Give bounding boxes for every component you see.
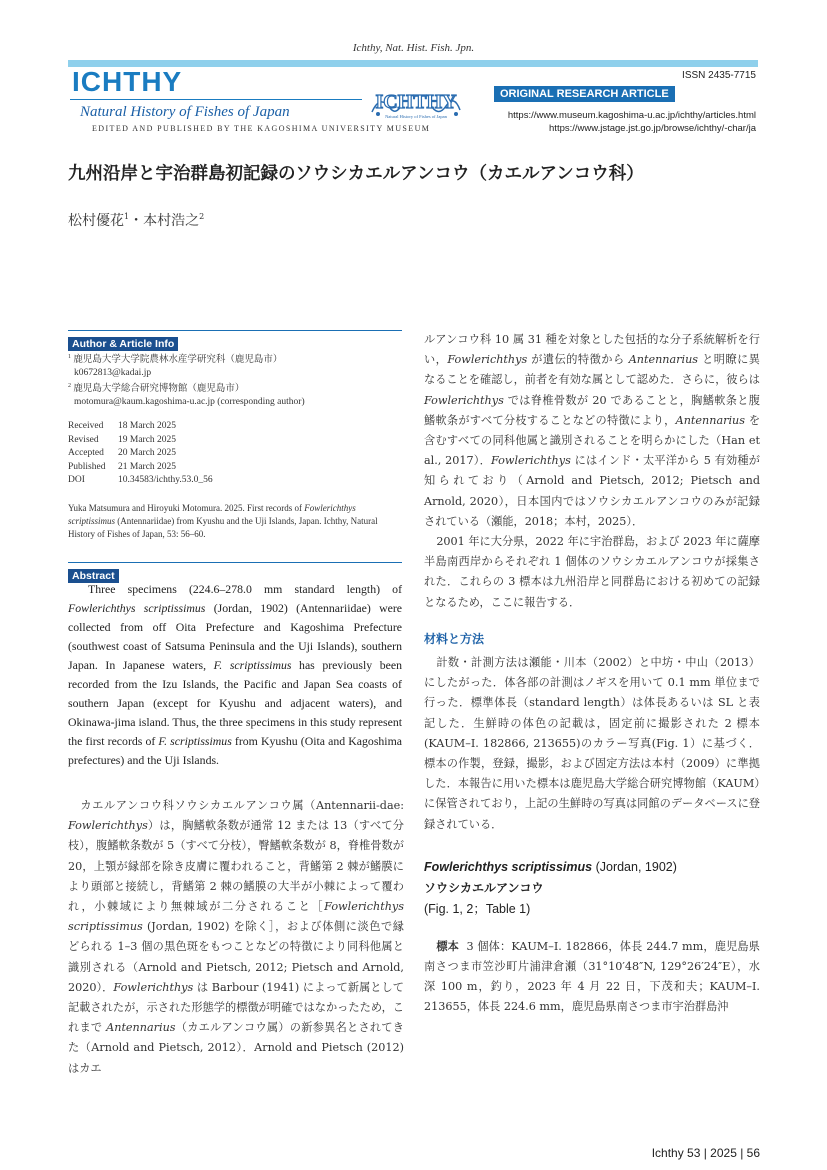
citation: Yuka Matsumura and Hiroyuki Motomura. 2025. First records of Fowlerichthys scriptissimus (Antennariidae) from Kyushu and the Uji Islands, Japan. Ichthy, Natural History of Fishes of Japan, 53: 56–60. [68,503,378,539]
date-row: Revised 19 March 2025 [68,434,177,445]
species-heading: Fowlerichthys scriptissimus (Jordan, 1902) [424,859,677,874]
author-2-affiliation: 2 [199,212,205,221]
journal-logo [368,84,464,128]
species-japanese-name: ソウシカエルアンコウ [424,880,544,895]
article-title: 九州沿岸と宇治群島初記録のソウシカエルアンコウ（カエルアンコウ科） [68,164,644,184]
author-1: 松村優花 [68,213,124,229]
author-list [68,210,204,230]
species-figure-ref: (Fig. 1, 2；Table 1) [424,901,531,916]
author-2: 本村浩之 [143,213,200,229]
abstract-heading: Abstract [68,564,119,583]
info-rule [68,330,402,331]
abstract-rule [68,562,402,563]
intro-continued: ルアンコウ科 10 属 31 種を対象とした包括的な分子系統解析を行い，Fowlerichthys が遺伝的特徴から Antennarius と明瞭に異なることを確認し，前者を有効な属として認めた．さらに，彼らは Fowlerichthys では脊椎骨数が 20 であることと，胸鰭軟条と腹鰭軟条がすべて分枝することなどの特徴により，Antennarius を含むすべての同科他属と識別されることを明らかにした（Han et al., 2017）．Fowlerichthys にはインド・太平洋から 5 有効種が知られており（Arnold and Pietsch, 2012; Pietsch and Arnold, 2020），日本国内ではソウシカエルアンコウのみが記録されている（瀬能，2018；本村，2025）． [424,333,761,528]
journal-short-title: Ichthy, Nat. Hist. Fish. Jpn. [352,42,475,54]
journal-url-1[interactable]: https://www.museum.kagoshima-u.ac.jp/ichthy/articles.html [507,110,756,121]
affiliations: $^1$ 鹿児島大学大学院農林水産学研究科（鹿児島市） k0672813@kadai.jp $^2$ 鹿児島大学総合研究博物館（鹿児島市） motomura@kaum.kagoshima-u.ac.jp (corresponding author) [68,351,404,409]
journal-brand: ICHTHY [72,66,183,97]
methods-heading: 材料と方法 [424,631,485,646]
page-footer: Ichthy 53 | 2025 | 56 [651,1146,760,1160]
affiliation-1-email[interactable]: k0672813@kadai.jp [74,368,152,379]
issn: ISSN 2435-7715 [682,70,756,81]
abstract-text: Three specimens (224.6–278.0 mm standard length) of Fowlerichthys scriptissimus (Jordan, 1902) (Antennariidae) were collected from off Oita Prefecture and Kagoshima Prefecture (southwest coast of Satsuma Peninsula and the Uji Islands), southern Japan. In Japanese waters, F. scriptissimus has previously been recorded from the Izu Islands, the Pacific and Japan Sea coasts of southern Japan (except for Kyushu and adjacent waters), and Okinawa-jima island. Thus, the three specimens in this study represent the first records of F. scriptissimus from Kyushu (Oita and Kagoshima prefectures) and the Uji Islands. [68,582,403,767]
brand-divider [70,99,362,100]
date-row: Received 18 March 2025 [68,421,177,431]
specimens-paragraph: 標本 3 個体：KAUM–I. 182866，体長 244.7 mm，鹿児島県南さつま市笠沙町片浦津倉瀬（31°10′48″N, 129°26′24″E），水深 100 m，釣り，2023 年 4 月 22 日，下茂和夫；KAUM–I. 213655，体長 224.6 mm，鹿児島県南さつま市宇治群島沖 [424,938,760,1014]
affiliation-2-email[interactable]: motomura@kaum.kagoshima-u.ac.jp (corresponding author) [74,397,305,408]
affiliation-2: 鹿児島大学総合研究博物館（鹿児島市） [73,384,245,395]
author-1-affiliation: 1 [124,212,130,221]
journal-url-2[interactable]: https://www.jstage.jst.go.jp/browse/ichthy/-char/ja [549,123,756,134]
editor-line: EDITED AND PUBLISHED BY THE KAGOSHIMA UNIVERSITY MUSEUM [92,124,431,133]
article-type-badge: ORIGINAL RESEARCH ARTICLE [494,86,675,102]
doi-link[interactable]: 10.34583/ichthy.53.0_56 [118,475,213,486]
affiliation-1: 鹿児島大学大学院農林水産学研究科（鹿児島市） [73,355,283,366]
doi-row: DOI 10.34583/ichthy.53.0_56 [68,475,213,486]
collection-paragraph: 2001 年に大分県，2022 年に宇治群島，および 2023 年に薩摩半島南西岸からそれぞれ 1 個体のソウシカエルアンコウが採集された．これらの 3 標本は九州沿岸と同群島における初めての記録となるため，ここに報告する． [424,535,760,609]
right-column [424,330,760,1018]
author-separator: ・ [129,213,144,229]
intro-paragraph: カエルアンコウ科ソウシカエルアンコウ属（Antennarii-dae: Fowlerichthys）は，胸鰭軟条数が通常 12 または 13（すべて分枝），腹鰭軟条数が 5（すべて分枝），臀鰭軟条数が 8，脊椎骨数が 20，上顎が縁部を除き皮膚に覆われること，背鰭第 2 棘が鰭膜により頭部と接続し，背鰭第 2 棘の鰭膜の大半が小棘によって覆われ，小棘域により無棘域が二分されること［Fowlerichthys scriptissimus (Jordan, 1902) を除く］，および体側に淡色で縁どられる 1–3 個の黒色斑をもつことなどの特徴により同科他属と識別される（Arnold and Pietsch, 2012; Pietsch and Arnold, 2020）．Fowlerichthys は Barbour (1941) によって新属として記載されたが，示された形態学的標徴が明確ではなかったため，これまで Antennarius（カエルアンコウ属）の新参異名とされてきた（Arnold and Pietsch, 2012）．Arnold and Pietsch (2012) はカエ [68,799,404,1075]
logo-text: ICHTHY [375,91,457,113]
info-heading: Author & Article Info [68,332,178,351]
article-dates [68,420,213,488]
logo-subtext: Natural History of Fishes of Japan [385,114,447,119]
date-row: Published 21 March 2025 [68,461,177,472]
methods-paragraph: 計数・計測方法は瀬能・川本（2002）と中坊・中山（2013）にしたがった．体各部の計測はノギスを用いて 0.1 mm 単位まで行った．標準体長（standard length）は体長あるいは SL と表記した．生鮮時の体色の記載は，固定前に撮影された 2 標本(KAUM–I. 182866, 213655)のカラー写真(Fig. 1）に基づく．標本の作製，登録，撮影，および固定方法は本村（2009）に準拠した．本報告に用いた標本は鹿児島大学総合研究博物館（KAUM）に保管されており，上記の生鮮時の写真は同館のデータベースに登録されている． [424,656,760,831]
journal-subtitle: Natural History of Fishes of Japan [80,104,290,120]
date-row: Accepted 20 March 2025 [68,448,177,459]
